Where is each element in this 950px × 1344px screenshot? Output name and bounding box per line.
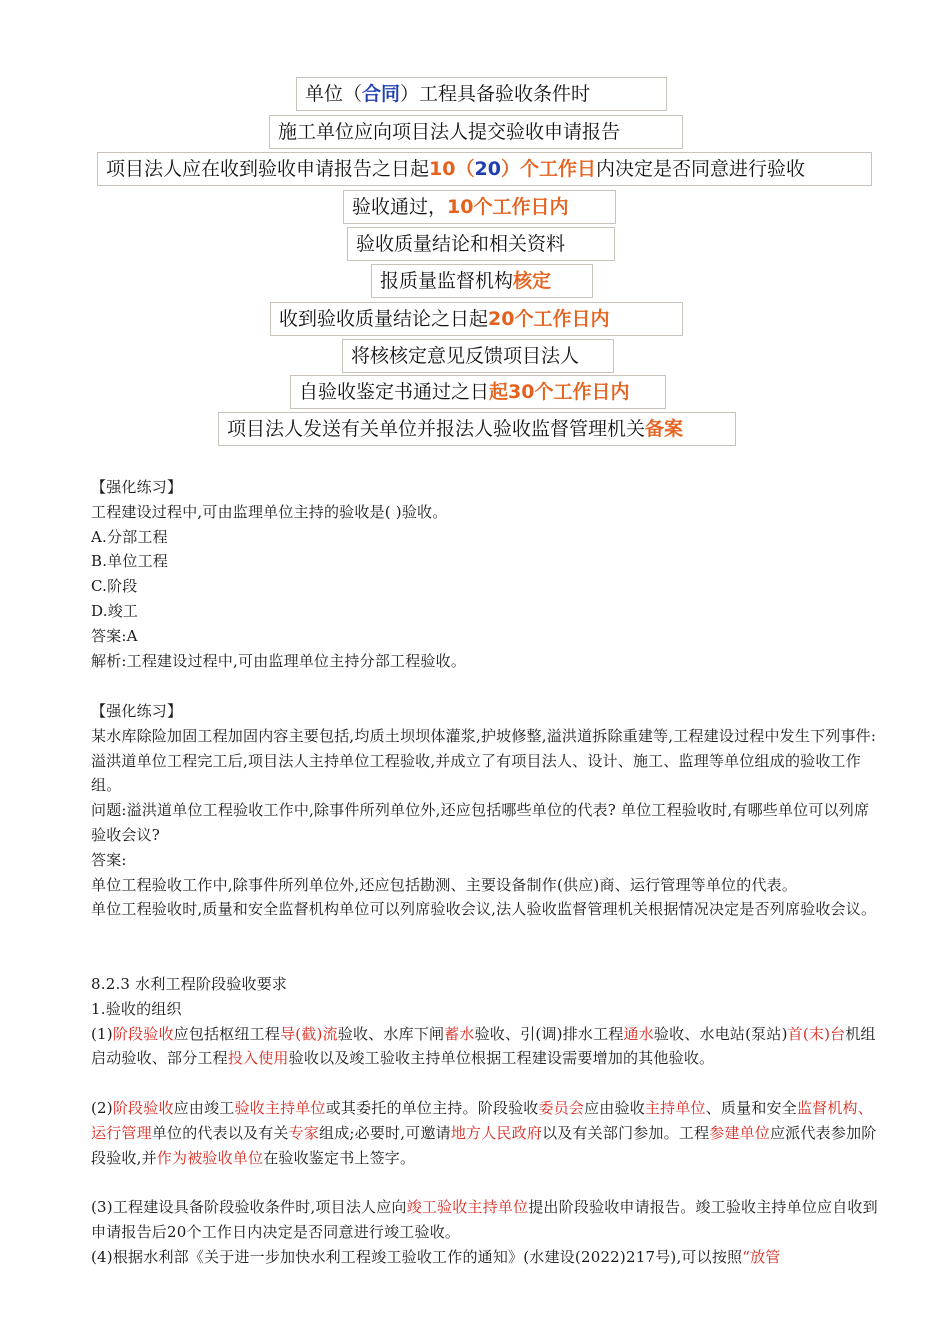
flow-text: 项目法人应在收到验收申请报告之日起 [106, 158, 430, 180]
question-text: 工程建设过程中,可由监理单位主持的验收是( )验收。 [91, 502, 448, 521]
flow-text: 施工单位应向项目法人提交验收申请报告 [278, 121, 621, 143]
flow-step-3 [97, 152, 872, 186]
option-a: A.分部工程 [91, 527, 168, 546]
flow-highlight: ） [500, 158, 520, 180]
flow-step-4 [343, 190, 616, 224]
flow-highlight: 个工作日 [519, 158, 596, 180]
practice-heading: 【强化练习】 [91, 702, 183, 720]
paragraph-3: (3)工程建设具备阶段验收条件时,项目法人应向竣工验收主持单位提出阶段验收申请报告。竣工验收主持单位应自收到申请报告后20个工作日内决定是否同意进行竣工验收。 [91, 1198, 878, 1241]
flow-text: 项目法人发送有关单位并报法人验收监督管理机关 [227, 418, 646, 440]
flow-highlight: 10 [429, 158, 456, 180]
section-8-2-3 [91, 972, 883, 1270]
flow-highlight: （ [455, 158, 475, 180]
option-b: B.单位工程 [91, 552, 168, 571]
paragraph-4: (4)根据水利部《关于进一步加快水利工程竣工验收工作的通知》(水建设(2022)217号),可以按照“放管 [91, 1247, 781, 1266]
analysis-text: 解析:工程建设过程中,可由监理单位主持分部工程验收。 [91, 651, 467, 670]
flow-step-9 [290, 375, 666, 409]
practice-2 [91, 699, 883, 922]
flow-step-5 [347, 227, 615, 261]
flow-text: ）工程具备验收条件时 [400, 83, 591, 105]
flow-step-6 [371, 264, 593, 298]
option-d: D.竣工 [91, 601, 139, 620]
flow-highlight: 备案 [645, 418, 684, 440]
flow-step-8 [342, 339, 614, 373]
scenario-text: 某水库除险加固工程加固内容主要包括,均质土坝坝体灌浆,护坡修整,溢洪道拆除重建等,工程建设过程中发生下列事件: 溢洪道单位工程完工后,项目法人主持单位工程验收,并成立了有项目法人、设计、施工、监理等单位组成的验收工作组。 [91, 726, 877, 795]
flow-text: 收到验收质量结论之日起 [279, 308, 489, 330]
flow-highlight: 合同 [362, 83, 401, 105]
answer-text-2: 单位工程验收时,质量和安全监督机构单位可以列席验收会议,法人验收监督管理机关根据情况决定是否列席验收会议。 [91, 900, 877, 919]
flow-text: 验收质量结论和相关资料 [356, 233, 566, 255]
flow-step-7 [270, 302, 683, 336]
practice-heading: 【强化练习】 [91, 478, 183, 496]
answer-text-1: 单位工程验收工作中,除事件所列单位外,还应包括勘测、主要设备制作(供应)商、运行管理等单位的代表。 [91, 875, 798, 894]
flow-step-2 [269, 115, 683, 149]
paragraph-2: (2)阶段验收应由竣工验收主持单位或其委托的单位主持。阶段验收委员会应由验收主持单位、质量和安全监督机构、运行管理单位的代表以及有关专家组成;必要时,可邀请地方人民政府以及有关部门参加。工程参建单位应派代表参加阶段验收,并作为被验收单位在验收鉴定书上签字。 [91, 1098, 877, 1167]
flow-step-1 [296, 77, 667, 111]
practice-1 [91, 475, 883, 673]
section-subtitle: 1.验收的组织 [91, 999, 182, 1018]
flow-highlight: 20个工作日内 [488, 308, 610, 330]
spacer [91, 1071, 883, 1096]
answer-label: 答案: [91, 850, 127, 869]
flow-text: 验收通过， [352, 196, 448, 218]
flow-text: 将核核定意见反馈项目法人 [351, 345, 580, 367]
flow-step-10 [218, 412, 736, 446]
answer-text: 答案:A [91, 626, 138, 645]
option-c: C.阶段 [91, 577, 138, 596]
flow-text: 报质量监督机构 [380, 270, 514, 292]
flow-text: 内决定是否同意进行验收 [595, 158, 805, 180]
section-title: 8.2.3 水利工程阶段验收要求 [91, 975, 288, 993]
flow-highlight: 20 [474, 158, 501, 180]
flow-highlight: 10个工作日内 [447, 196, 569, 218]
spacer [91, 1170, 883, 1195]
question-text: 问题:溢洪道单位工程验收工作中,除事件所列单位外,还应包括哪些单位的代表? 单位工程验收时,有哪些单位可以列席验收会议? [91, 801, 870, 844]
flow-text: 自验收鉴定书通过之日 [299, 381, 490, 403]
flow-highlight: 核定 [513, 270, 552, 292]
flow-highlight: 起30个工作日内 [489, 381, 630, 403]
flow-text: 单位（ [305, 83, 363, 105]
paragraph-1: (1)阶段验收应包括枢纽工程导(截)流验收、水库下闸蓄水验收、引(调)排水工程通水验收、水电站(泵站)首(末)台机组启动验收、部分工程投入使用验收以及竣工验收主持单位根据工程建设需要增加的其他验收。 [91, 1024, 876, 1068]
